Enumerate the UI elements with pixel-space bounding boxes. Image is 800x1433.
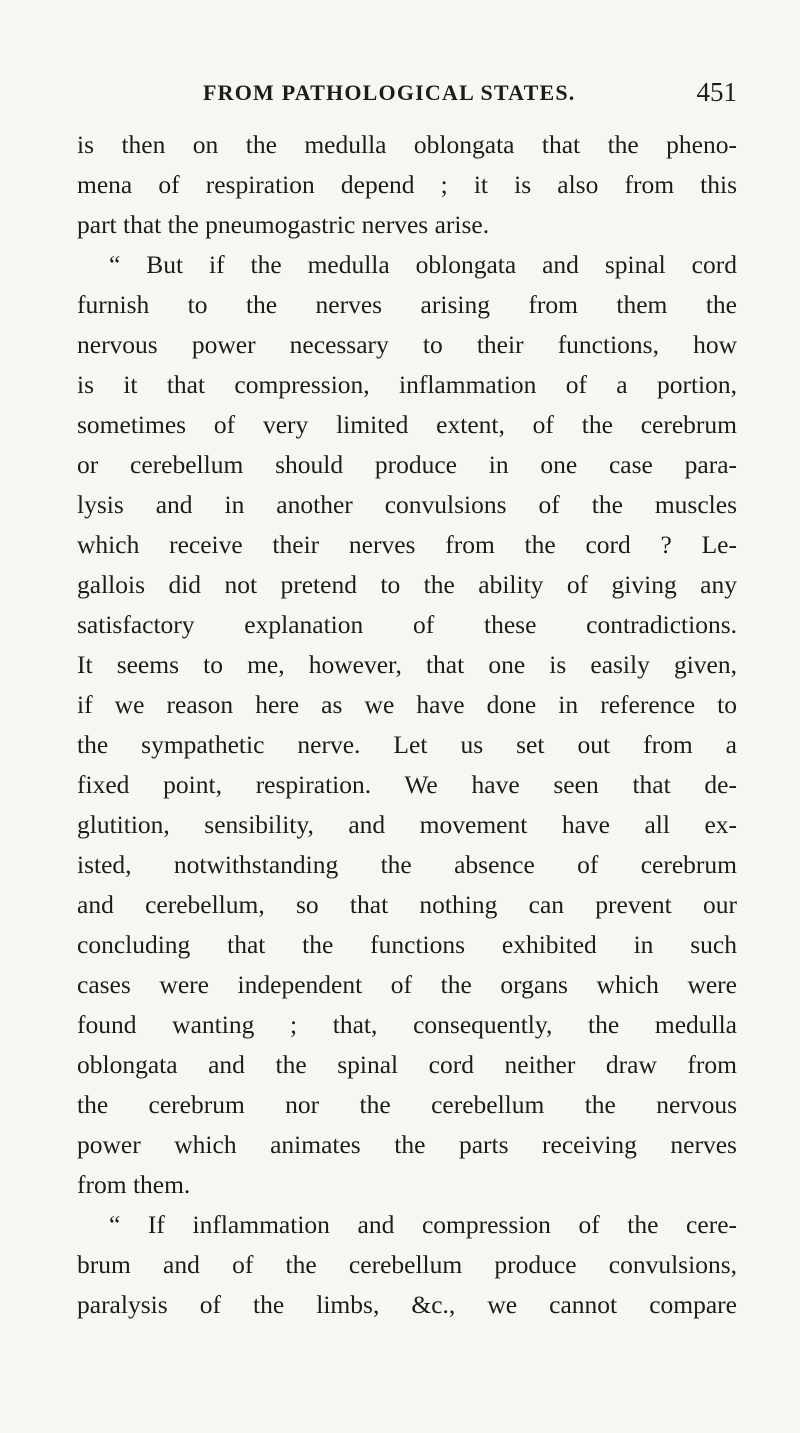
text-line: oblongata and the spinal cord neither draw from — [77, 1050, 737, 1079]
text-line: and cerebellum, so that nothing can prevent our — [77, 890, 737, 919]
text-line: cases were independent of the organs which were — [77, 970, 737, 999]
text-line: part that the pneumogastric nerves arise. — [77, 210, 490, 239]
text-line: gallois did not pretend to the ability of giving any — [77, 570, 737, 599]
running-header — [203, 77, 737, 114]
running-title: FROM PATHOLOGICAL STATES. — [203, 80, 576, 105]
text-line: It seems to me, however, that one is easily given, — [77, 650, 737, 679]
text-line: is then on the medulla oblongata that the pheno- — [77, 130, 737, 159]
text-line: glutition, sensibility, and movement have all ex- — [77, 810, 737, 839]
text-line: the cerebrum nor the cerebellum the nervous — [77, 1090, 737, 1119]
text-line: or cerebellum should produce in one case para- — [77, 450, 737, 479]
text-line: lysis and in another convulsions of the muscles — [77, 490, 737, 519]
body-text — [77, 125, 737, 1325]
text-line: nervous power necessary to their functions, how — [77, 330, 737, 359]
text-line: fixed point, respiration. We have seen that de- — [77, 770, 737, 799]
text-line: sometimes of very limited extent, of the cerebrum — [77, 410, 737, 439]
text-line: which receive their nerves from the cord ? Le- — [77, 530, 737, 559]
text-line: satisfactory explanation of these contradictions. — [77, 610, 737, 639]
text-line: from them. — [77, 1170, 191, 1199]
page-number: 451 — [696, 77, 737, 107]
text-line: power which animates the parts receiving nerves — [77, 1130, 737, 1159]
text-line: “ But if the medulla oblongata and spinal cord — [109, 250, 737, 279]
text-line: mena of respiration depend ; it is also from this — [77, 170, 737, 199]
text-line: found wanting ; that, consequently, the medulla — [77, 1010, 737, 1039]
text-line: if we reason here as we have done in reference to — [77, 690, 737, 719]
text-line: paralysis of the limbs, &c., we cannot compare — [77, 1290, 737, 1319]
text-line: isted, notwithstanding the absence of cerebrum — [77, 850, 737, 879]
text-line: concluding that the functions exhibited in such — [77, 930, 737, 959]
text-line: furnish to the nerves arising from them the — [77, 290, 737, 319]
text-line: “ If inflammation and compression of the cere- — [109, 1210, 737, 1239]
text-line: is it that compression, inflammation of a portion, — [77, 370, 737, 399]
text-line: brum and of the cerebellum produce convulsions, — [77, 1250, 737, 1279]
text-line: the sympathetic nerve. Let us set out from a — [77, 730, 737, 759]
